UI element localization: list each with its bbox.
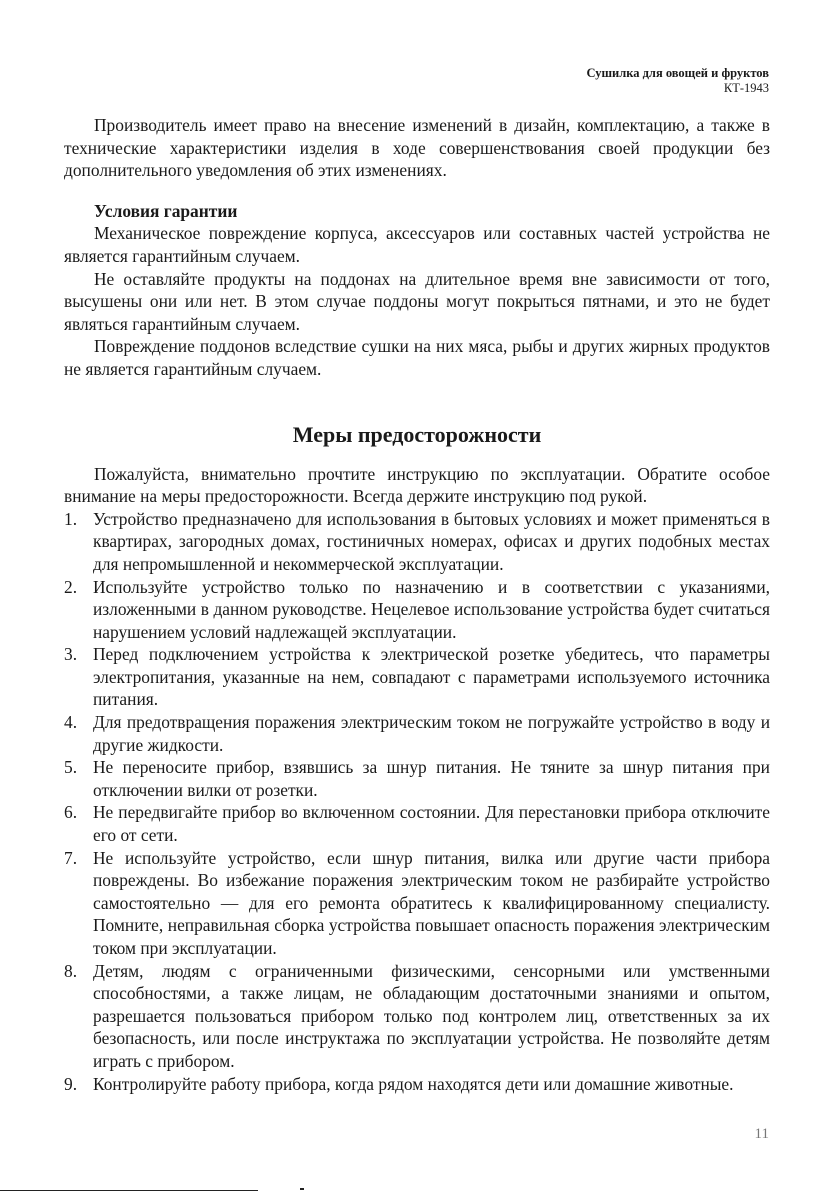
running-header <box>586 66 769 96</box>
warranty-paragraph: Повреждение поддонов вследствие сушки на них мяса, рыбы и других жирных продуктов не является гарантийным случаем. <box>64 336 770 379</box>
item-text: Перед подключением устройства к электрической розетке убедитесь, что параметры электропитания, указанные на нем, совпадают с параметрами используемого источника питания. <box>93 644 770 710</box>
item-text: Устройство предназначено для использования в бытовых условиях и может применяться в квартирах, загородных домах, гостиничных номерах, офисах и других подобных местах для непромышленной и некоммерческой эксплуатации. <box>93 508 770 574</box>
list-item <box>64 960 770 1073</box>
intro-paragraph: Производитель имеет право на внесение изменений в дизайн, комплектацию, а также в технические характеристики изделия в ходе совершенствования своей продукции без дополнительного уведомления об этих изменениях. <box>64 115 770 181</box>
footer-rule <box>0 1190 258 1191</box>
item-number: 3. <box>64 644 78 665</box>
item-text: Не используйте устройство, если шнур питания, вилка или другие части прибора повреждены. Во избежание поражения электрическим током не разбирайте устройство самостоятельно — для его ремонта обратитесь к квалифицированному специалисту. Помните, неправильная сборка устройства повышает опасность поражения электрическим током при эксплуатации. <box>93 847 770 958</box>
item-text: Не переносите прибор, взявшись за шнур питания. Не тяните за шнур питания при отключении вилки от розетки. <box>93 757 770 800</box>
item-number: 4. <box>64 712 78 733</box>
item-number: 5. <box>64 757 78 778</box>
warranty-paragraph: Не оставляйте продукты на поддонах на длительное время вне зависимости от того, высушены они или нет. В этом случае поддоны могут покрыться пятнами, и это не будет являться гарантийным случаем. <box>64 268 770 334</box>
list-item <box>64 847 770 960</box>
footer-mark <box>300 1188 304 1190</box>
item-number: 7. <box>64 847 78 868</box>
precautions-intro: Пожалуйста, внимательно прочтите инструкцию по эксплуатации. Обратите особое внимание на меры предосторожности. Всегда держите инструкцию под рукой. <box>64 463 770 507</box>
list-item <box>64 643 770 711</box>
warranty-paragraph: Механическое повреждение корпуса, аксессуаров или составных частей устройства не является гарантийным случаем. <box>64 223 770 266</box>
list-item <box>64 711 770 756</box>
item-text: Не передвигайте прибор во включенном состоянии. Для перестановки прибора отключите его от сети. <box>93 802 770 846</box>
page-number: 11 <box>754 1126 769 1142</box>
item-number: 9. <box>64 1073 78 1094</box>
header-product-title: Сушилка для овощей и фруктов <box>586 66 769 80</box>
list-item <box>64 1073 770 1096</box>
item-text: Используйте устройство только по назначению и в соответствии с указаниями, изложенными в данном руководстве. Нецелевое использование устройства будет считаться нарушением условий надлежащей эксплуатации. <box>93 576 770 642</box>
section-heading: Меры предосторожности <box>292 421 542 447</box>
item-number: 1. <box>64 508 78 529</box>
list-item <box>64 801 770 846</box>
list-item <box>64 576 770 644</box>
item-number: 2. <box>64 576 78 597</box>
item-text: Контролируйте работу прибора, когда рядом находятся дети или домашние животные. <box>93 1073 734 1094</box>
item-number: 8. <box>64 960 78 981</box>
precautions-list <box>64 508 770 1095</box>
warranty-title: Условия гарантии <box>94 200 238 221</box>
item-text: Для предотвращения поражения электрическим током не погружайте устройство в воду и другие жидкости. <box>93 712 770 755</box>
item-text: Детям, людям с ограниченными физическими, сенсорными или умственными способностями, а также лицам, не обладающим достаточными знаниями и опытом, разрешается пользоваться прибором только под контролем лиц, ответственных за их безопасность, или после инструктажа по эксплуатации устройства. Не позволяйте детям играть с прибором. <box>93 960 770 1071</box>
header-model: КТ-1943 <box>723 81 769 95</box>
list-item <box>64 756 770 801</box>
page-body <box>64 114 770 1095</box>
list-item <box>64 508 770 576</box>
item-number: 6. <box>64 802 78 823</box>
